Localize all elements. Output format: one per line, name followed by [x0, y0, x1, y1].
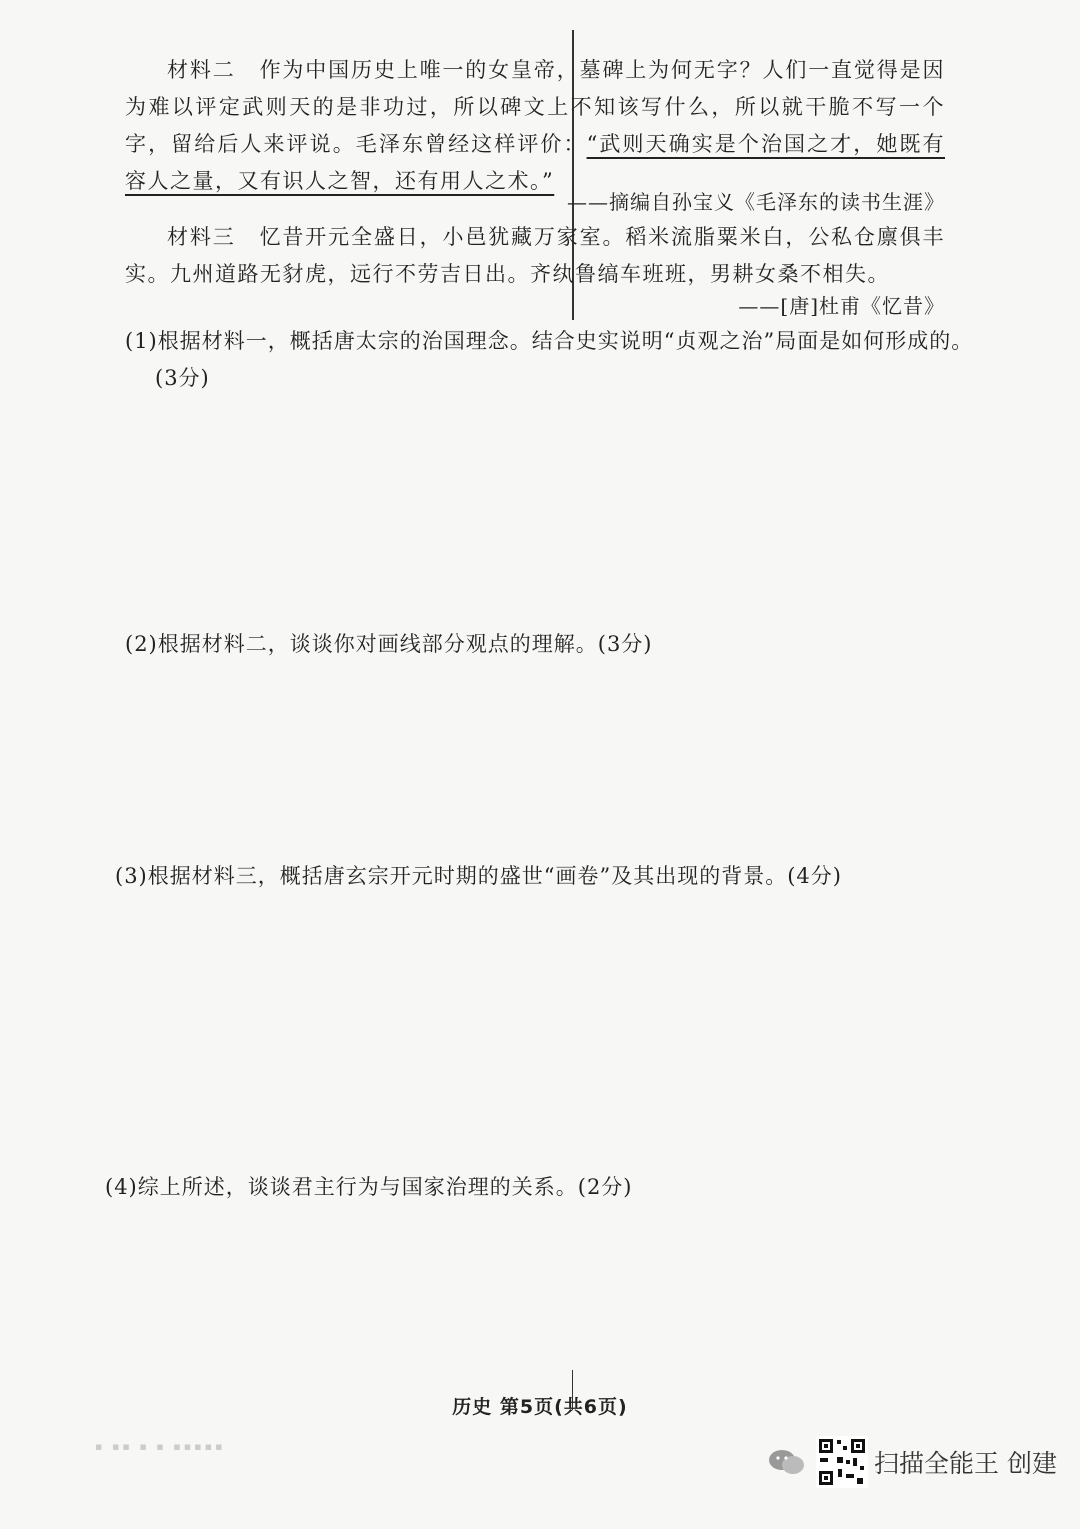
question-2: (2)根据材料二，谈谈你对画线部分观点的理解。(3分) — [125, 632, 653, 656]
qr-code-icon — [816, 1436, 868, 1488]
material-three-label: 材料三 — [167, 225, 236, 249]
question-1: (1)根据材料一，概括唐太宗的治国理念。结合史实说明“贞观之治”局面是如何形成的。 — [125, 329, 974, 353]
page-footer: 历史 第5页(共6页) — [452, 1396, 628, 1418]
scan-artifact: ▪ ▪▪ ▪ ▪ ▪▪▪▪▪ — [95, 1440, 226, 1453]
material-three-source: ——[唐]杜甫《忆昔》 — [738, 294, 945, 318]
material-two — [125, 52, 945, 200]
material-two-source: ——摘编自孙宝义《毛泽东的读书生涯》 — [567, 190, 945, 214]
material-two-text: 作为中国历史上唯一的女皇帝，墓碑上为何无字？人们一直觉得是因为难以评定武则天的是非功过，所以碑文上不知该写什么，所以就干脆不写一个字，留给后人来评说。毛泽东曾经这样评价： — [125, 58, 945, 156]
material-two-label: 材料二 — [167, 58, 236, 82]
question-1-score: (3分) — [155, 366, 210, 390]
question-3: (3)根据材料三，概括唐玄宗开元时期的盛世“画卷”及其出现的背景。(4分) — [115, 864, 842, 888]
scanner-watermark — [768, 1432, 1057, 1492]
material-two-underlined-quote: “武则天确实是个治国之才，她既有容人之量，又有识人之智，还有用人之术。” — [125, 132, 945, 193]
material-three-text: 忆昔开元全盛日，小邑犹藏万家室。稻米流脂粟米白，公私仓廪俱丰实。九州道路无豺虎，远行不劳吉日出。齐纨鲁缟车班班，男耕女桑不相失。 — [125, 225, 945, 286]
material-three — [125, 219, 945, 293]
question-4: (4)综上所述，谈谈君主行为与国家治理的关系。(2分) — [105, 1175, 633, 1199]
watermark-text: 扫描全能王 创建 — [874, 1449, 1057, 1478]
wechat-icon — [768, 1448, 806, 1476]
